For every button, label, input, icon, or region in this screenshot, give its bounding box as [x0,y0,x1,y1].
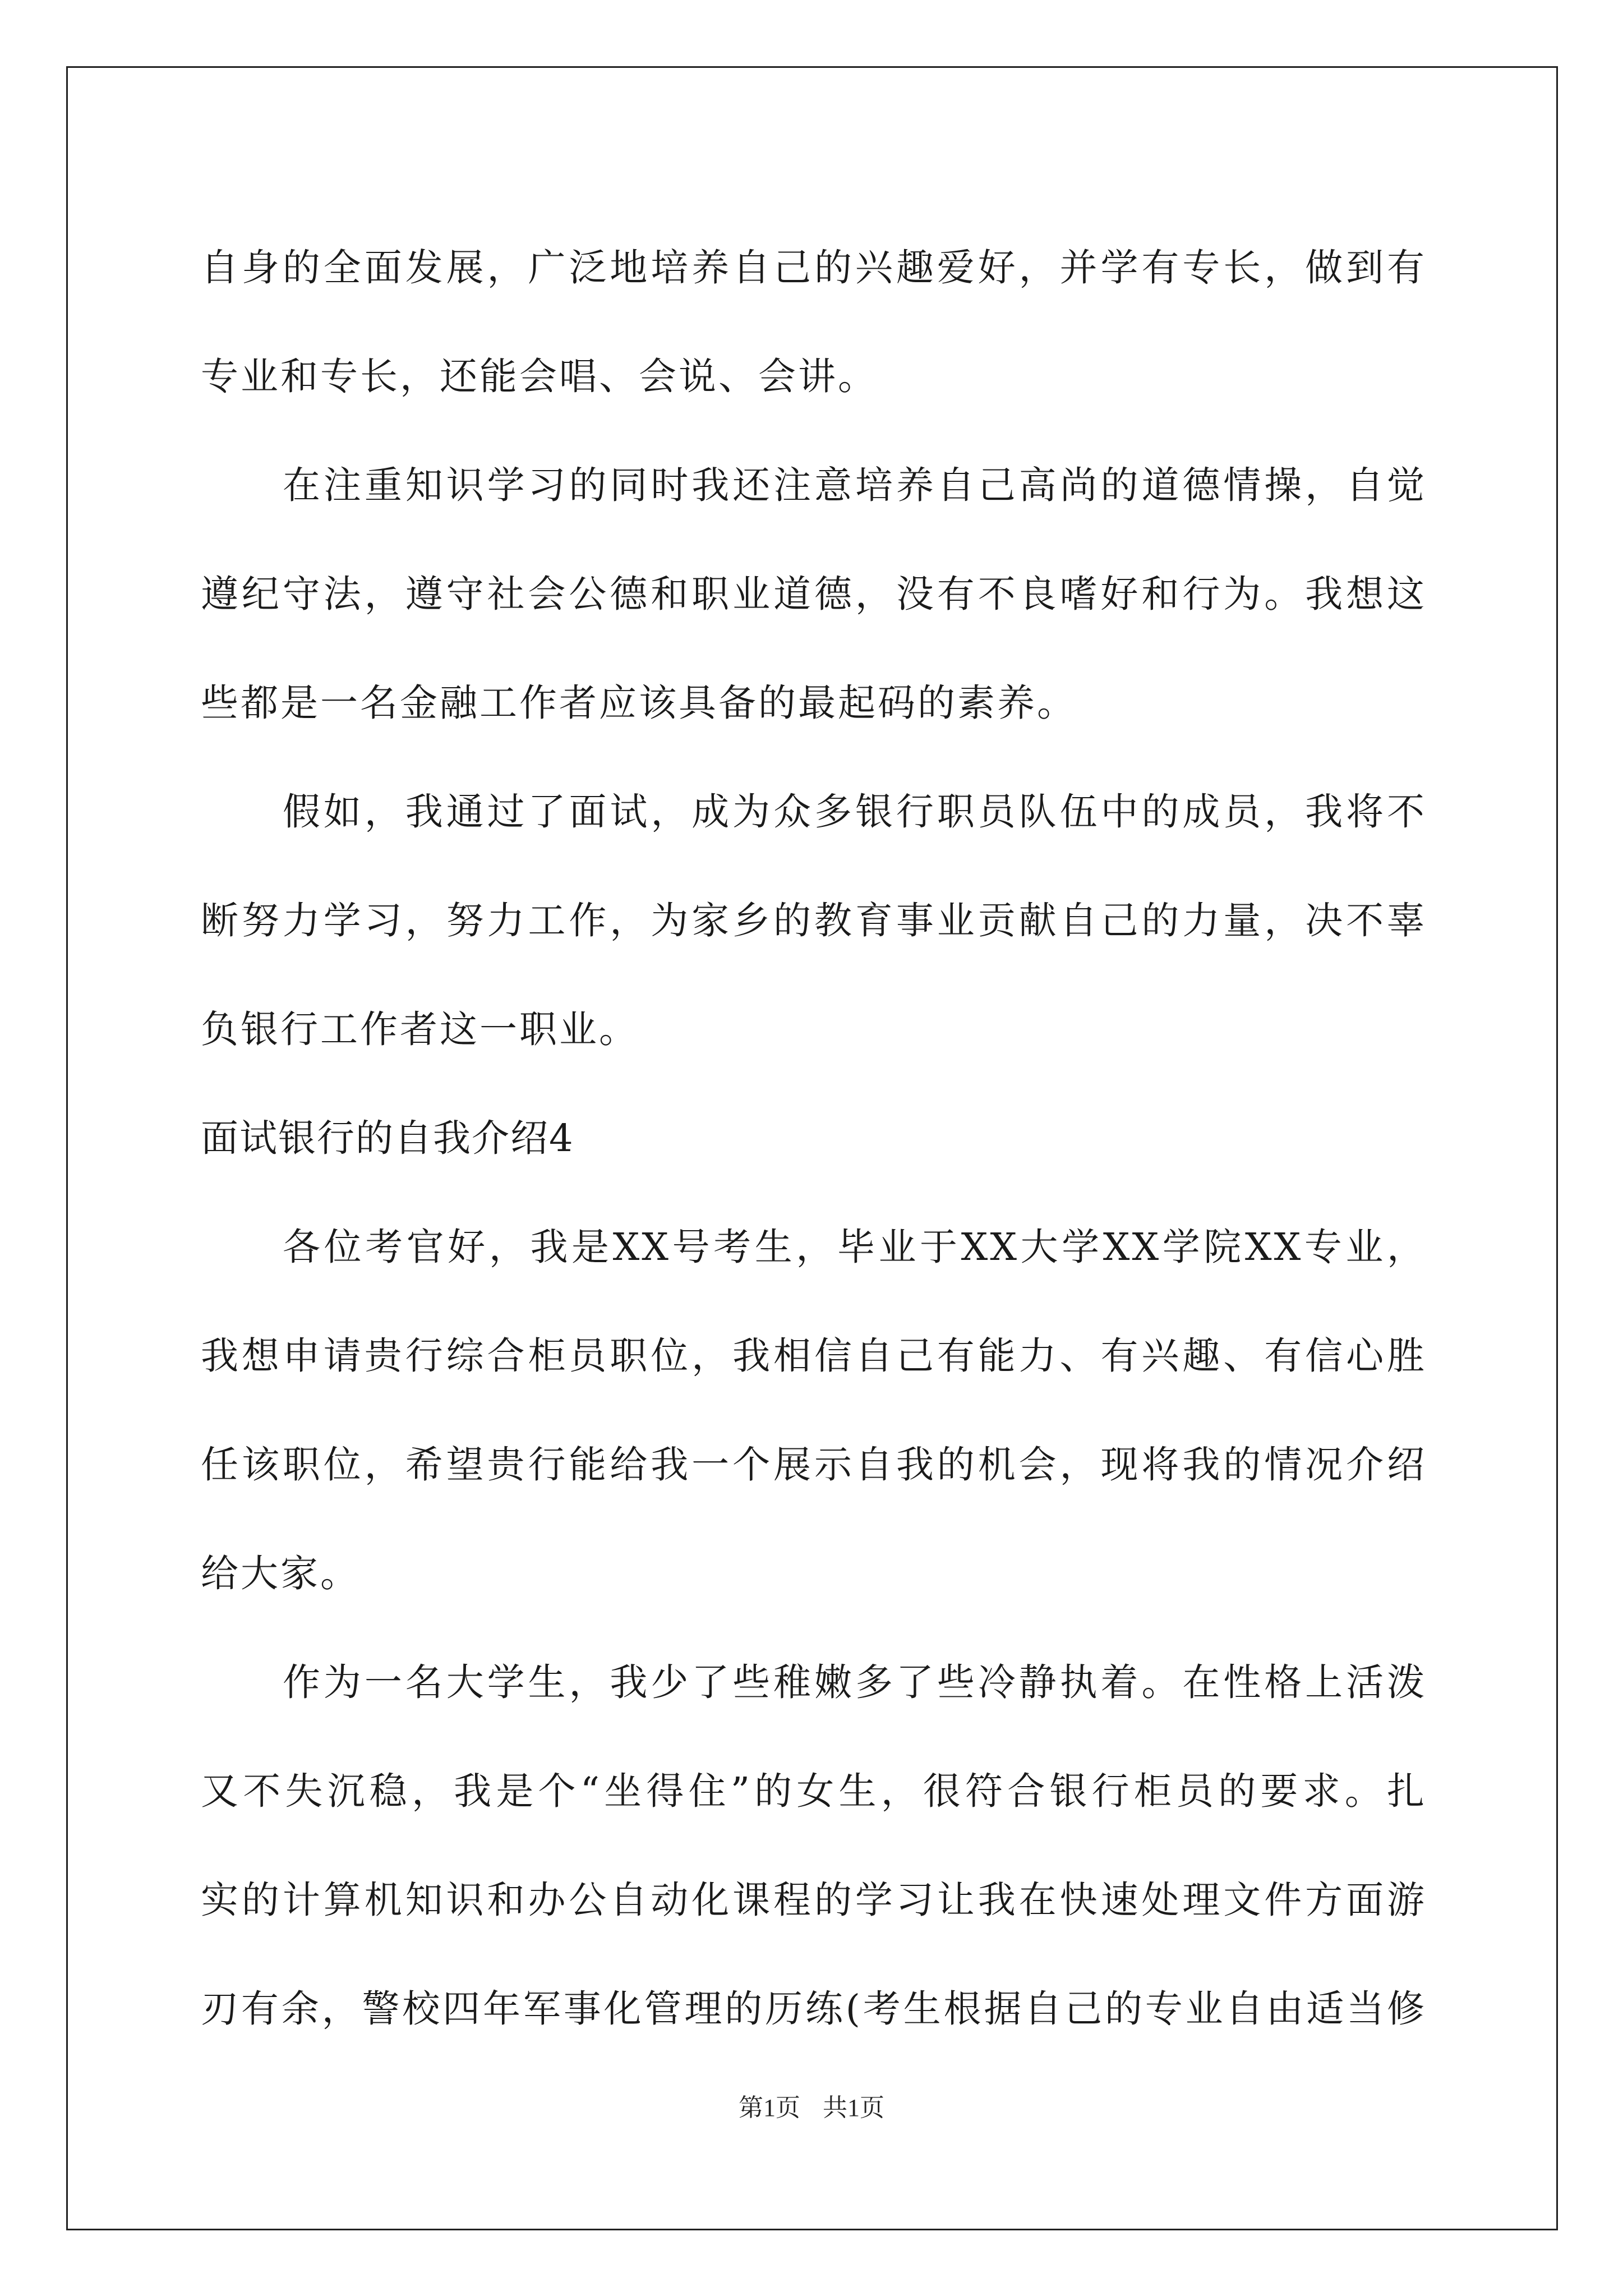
paragraph-line: 些都是一名金融工作者应该具备的最起码的素养。 [201,681,1077,725]
page-footer [0,2091,1623,2125]
paragraph-line: 遵纪守法，遵守社会公德和职业道德，没有不良嗜好和行为。我想这 [201,572,1427,616]
paragraph-line: 专业和专长，还能会唱、会说、会讲。 [201,355,878,398]
paragraph-line: 自身的全面发展，广泛地培养自己的兴趣爱好，并学有专长，做到有 [201,246,1427,289]
paragraph-line: 给大家。 [201,1552,360,1595]
paragraph-line: 我想申请贵行综合柜员职位，我相信自己有能力、有兴趣、有信心胜 [201,1334,1427,1378]
paragraph-line: 负银行工作者这一职业。 [201,1007,639,1051]
paragraph-line: 又不失沉稳，我是个“坐得住”的女生，很符合银行柜员的要求。扎 [201,1769,1427,1813]
paragraph-line: 任该职位，希望贵行能给我一个展示自我的机会，现将我的情况介绍 [201,1443,1427,1487]
paragraph-line: 作为一名大学生，我少了些稚嫩多了些冷静执着。在性格上活泼 [283,1660,1427,1704]
paragraph-line: 假如，我通过了面试，成为众多银行职员队伍中的成员，我将不 [283,790,1427,834]
page-number: 第1页 [739,2094,800,2122]
paragraph-line: 各位考官好，我是XX号考生，毕业于XX大学XX学院XX专业， [283,1225,1427,1269]
paragraph-line: 刃有余，警校四年军事化管理的历练(考生根据自己的专业自由适当修 [201,1987,1427,2031]
paragraph-line: 实的计算机知识和办公自动化课程的学习让我在快速处理文件方面游 [201,1878,1427,1922]
page-total: 共1页 [823,2094,884,2122]
document-body [201,213,1427,2063]
section-heading: 面试银行的自我介绍4 [201,1116,574,1160]
paragraph-line: 在注重知识学习的同时我还注意培养自己高尚的道德情操，自觉 [283,463,1427,507]
paragraph-line: 断努力学习，努力工作，为家乡的教育事业贡献自己的力量，决不辜 [201,899,1427,942]
